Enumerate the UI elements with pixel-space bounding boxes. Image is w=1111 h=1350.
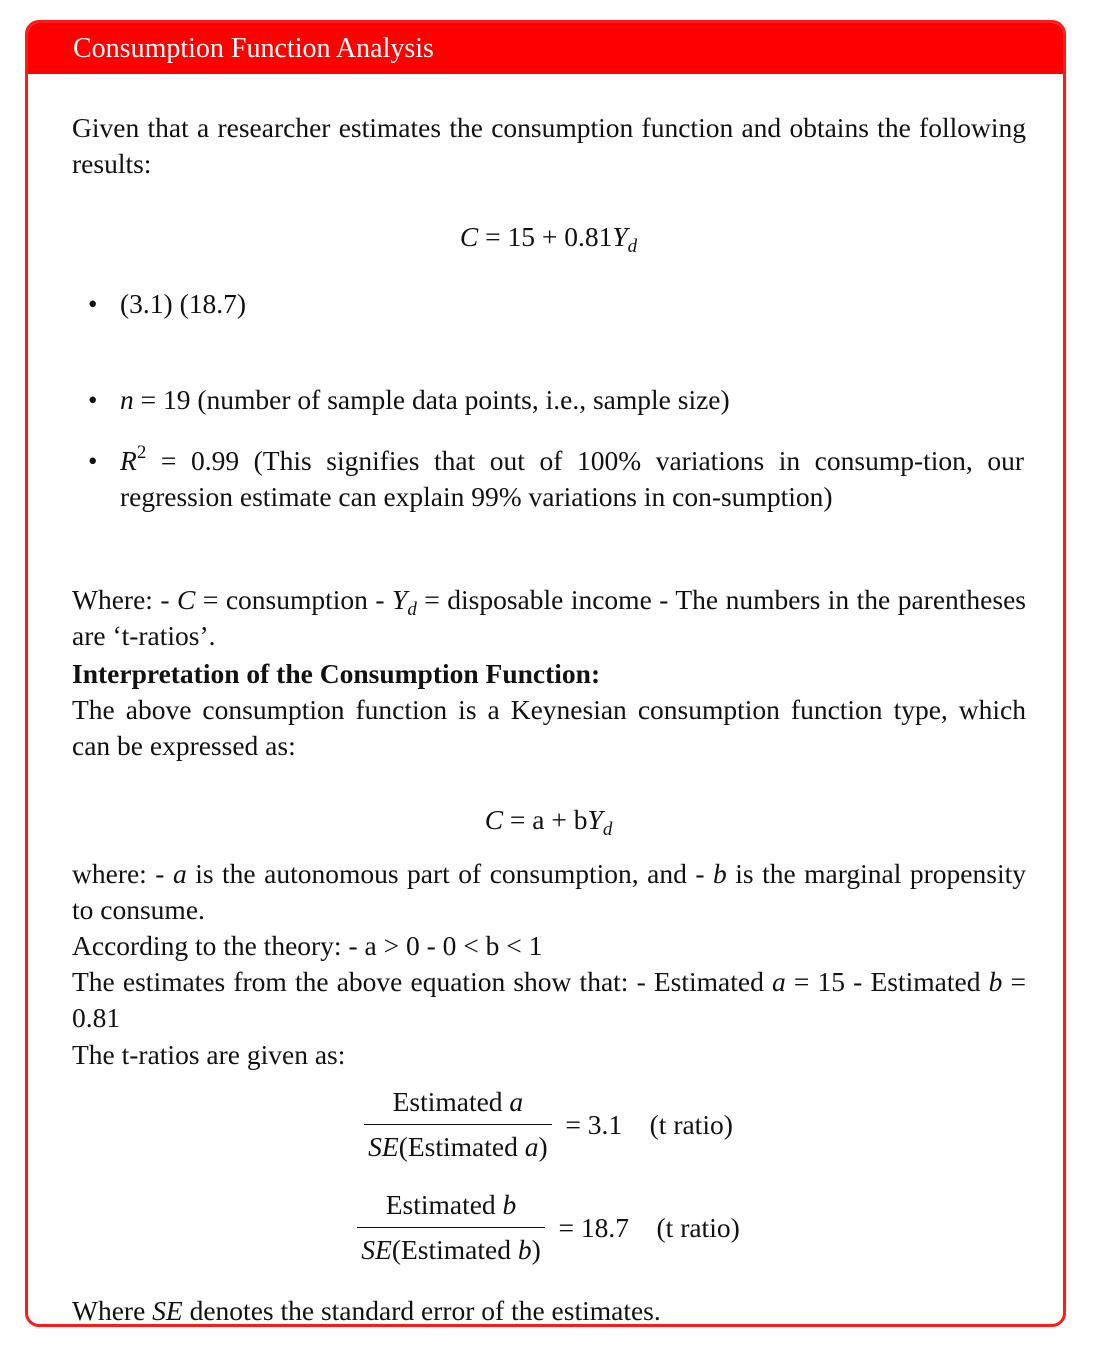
t-ratios-intro: The t-ratios are given as: [72, 1039, 346, 1070]
list-item: • $R^2 = 0.99$ (This signifies that out of 100% variations in consump-tion, our regression estimate can explain 99% variations in con-sumption) [88, 442, 1024, 512]
t-ratio-equation-a: $\frac{\text{Estimated a}}{\text{SE(Estimated a)}}$ = 3.1 (t ratio) [28, 1084, 1066, 1165]
equation-2: $C = a + bY_d$ [484, 804, 613, 840]
theory-line: According to the theory: - a > 0 - 0 < b < 1 [72, 930, 543, 961]
fraction: $\frac{\text{Estimated b}}{\text{SE(Estimated b)}}$ [357, 1187, 545, 1268]
estimates-paragraph: The estimates from the above equation show that: - Estimated a = 15 - Estimated b = 0.81 [72, 966, 1027, 1033]
where-definitions: where: - a is the autonomous part of consumption, and - b is the marginal propensity to consume. [72, 858, 1026, 925]
box-body [28, 74, 1063, 1324]
equation-1: $C = 15 + 0.81Y_d$ [459, 221, 638, 257]
list-item: • (3.1) (18.7) [88, 288, 247, 319]
consumption-box [25, 20, 1066, 1327]
fraction: $\frac{\text{Estimated a}}{\text{SE(Estimated a)}}$ [364, 1084, 552, 1165]
list-item: • n = 19 (number of sample data points, i.e., sample size) [88, 384, 730, 415]
t-ratio-equation-b: $\frac{\text{Estimated b}}{\text{SE(Estimated b)}}$ = 18.7 (t ratio) [28, 1187, 1066, 1268]
box-title: Consumption Function Analysis [28, 23, 1063, 74]
interpretation-heading: Interpretation of the Consumption Function: [72, 658, 601, 689]
footer-note: Where SE denotes the standard error of the estimates. [72, 1295, 661, 1326]
interpretation-paragraph: The above consumption function is a Keynesian consumption function type, which can be expressed as: [72, 694, 1026, 761]
intro-paragraph: Given that a researcher estimates the consumption function and obtains the following results: [72, 112, 1026, 179]
where-paragraph: Where: - C = consumption - $Y_d$ = disposable income - The numbers in the parentheses are ‘t-ratios’. [72, 584, 1026, 651]
